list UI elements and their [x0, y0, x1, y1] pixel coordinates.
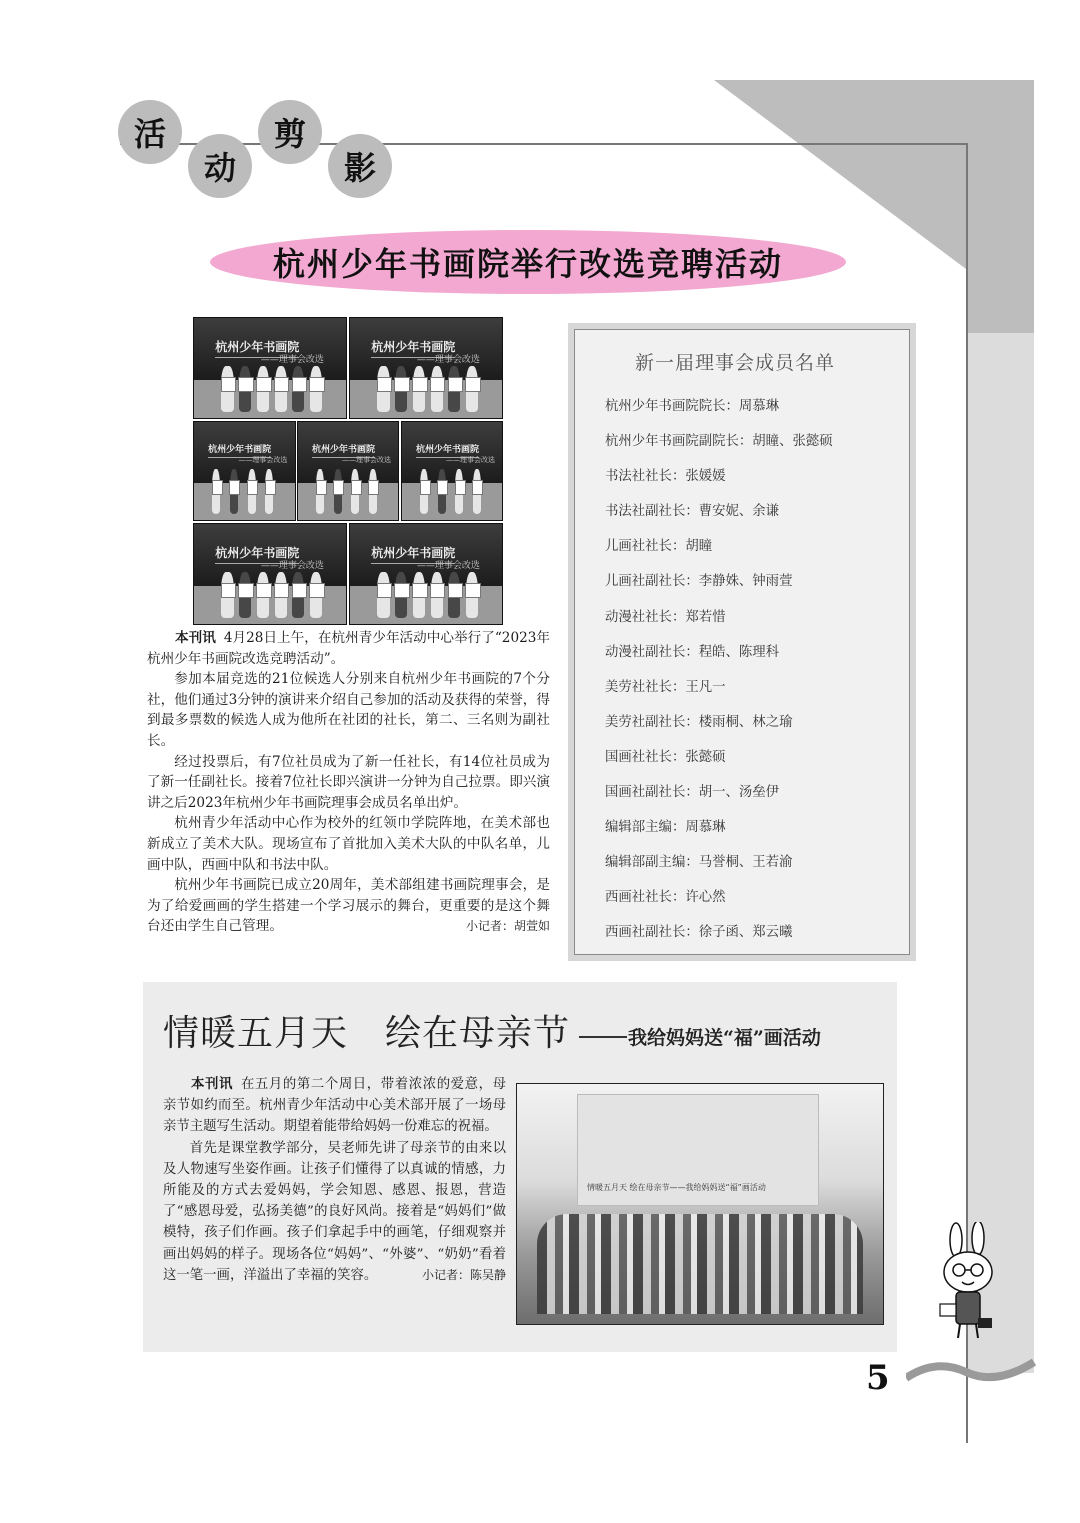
- member-list-item: 书法社副社长：曹安妮、余谦: [605, 504, 780, 520]
- article-reporter: 小记者：胡萱如: [465, 919, 550, 934]
- page-frame-top-line: [120, 143, 968, 145]
- event-photo: [349, 317, 503, 419]
- member-list-item: 书法社社长：张媛媛: [605, 469, 726, 485]
- photo-sub-text: ——理事会改选: [260, 355, 324, 365]
- photo-sub-text: ——理事会改选: [416, 355, 480, 365]
- article-paragraph-2: 参加本届竞选的21位候选人分别来自杭州少年书画院的7个分社，他们通过3分钟的演讲来介绍自己参加的活动及获得的荣誉，得到最多票数的候选人成为他所在社团的社长，第二、三名则为副社长。: [147, 671, 550, 749]
- member-list-item: 杭州少年书画院副院长：胡瞳、张懿硕: [605, 434, 833, 450]
- subtitle-dash: [579, 1036, 627, 1038]
- photo-sub-text: ——理事会改选: [238, 456, 288, 465]
- header-char-4: 影: [328, 134, 392, 198]
- member-list-item: 编辑部主编：周慕琳: [605, 820, 726, 836]
- member-list-item: 儿画社社长：胡瞳: [605, 539, 713, 555]
- mothers-day-reporter: 小记者：陈吴静: [421, 1267, 506, 1282]
- mothers-day-body: [163, 1074, 506, 1286]
- member-list-item: 美劳社副社长：楼雨桐、林之瑜: [605, 714, 793, 730]
- photo-sub-text: ——理事会改选: [416, 561, 480, 571]
- mothers-day-paragraph-2: 首先是课堂教学部分，吴老师先讲了母亲节的由来以及人物速写坐姿作画。让孩子们懂得了以真诚的情感，力所能及的方式去爱妈妈，学会知恩、感恩、报恩，营造了“感恩母爱，弘扬美德”的良好风尚。接着是“妈妈们”做模特，孩子们作画。孩子们拿起手中的画笔，仔细观察并画出妈妈的样子。现场各位“妈妈”、“外婆”、“奶奶”看着这一笔一画，洋溢出了幸福的笑容。: [163, 1140, 506, 1283]
- member-list-item: 国画社社长：张懿硕: [605, 749, 726, 765]
- member-list-box: [568, 323, 916, 961]
- photo-crowd: [537, 1214, 863, 1314]
- article-paragraph-4: 杭州青少年活动中心作为校外的红领巾学院阵地，在美术部也新成立了美术大队。现场宣布了首批加入美术大队的中队名单，儿画中队，西画中队和书法中队。: [147, 815, 550, 873]
- header-char-2: 动: [188, 134, 252, 198]
- page-wave-decoration: [906, 1352, 1036, 1392]
- member-list-item: 杭州少年书画院院长：周慕琳: [605, 399, 780, 414]
- event-photo: [297, 421, 399, 521]
- article-body: [147, 628, 550, 937]
- member-list-item: 儿画社副社长：李静姝、钟雨萱: [605, 574, 793, 590]
- event-photo: [349, 523, 503, 625]
- member-list: [605, 389, 909, 951]
- mothers-day-title: 情暖五月天 绘在母亲节: [163, 1013, 571, 1054]
- photo-sign-text: 杭州少年书画院: [208, 442, 271, 458]
- member-list-item: 动漫社副社长：程皓、陈理科: [605, 644, 780, 660]
- photo-sign-text: 杭州少年书画院: [215, 338, 299, 358]
- member-list-item: 国画社副社长：胡一、汤垒伊: [605, 785, 780, 801]
- event-photo: [193, 317, 347, 419]
- photo-sign-text: 杭州少年书画院: [371, 338, 455, 358]
- event-photo: [193, 523, 347, 625]
- mothers-day-subtitle: 我给妈妈送“福”画活动: [628, 1027, 821, 1049]
- photo-sub-text: ——理事会改选: [342, 456, 391, 465]
- mothers-day-lead-tag: 本刊讯: [191, 1077, 233, 1092]
- mothers-day-paragraph-1: 在五月的第二个周日，带着浓浓的爱意，母亲节如约而至。杭州青少年活动中心美术部开展了一场母亲节主题写生活动。期望着能带给妈妈一份难忘的祝福。: [163, 1077, 507, 1135]
- member-list-title: 新一届理事会成员名单: [635, 352, 836, 374]
- page-number: 5: [866, 1358, 890, 1398]
- photo-sign-text: 杭州少年书画院: [215, 544, 299, 564]
- event-photo: [193, 421, 296, 521]
- rabbit-mascot-icon: [928, 1222, 1008, 1342]
- member-list-item: 编辑部副主编：马誉桐、王若渝: [605, 855, 793, 871]
- event-photo: [401, 421, 503, 521]
- article-title-banner: 杭州少年书画院举行改选竞聘活动: [210, 230, 846, 294]
- header-char-3: 剪: [258, 100, 322, 164]
- member-list-item: 西画社副社长：徐子函、郑云曦: [605, 925, 793, 941]
- member-list-item: 美劳社社长：王凡一: [605, 679, 726, 695]
- photo-banner-text: 情暖五月天 绘在母亲节——我给妈妈送“福”画活动: [587, 1183, 766, 1192]
- article-lead-tag: 本刊讯: [175, 630, 216, 646]
- photo-sub-text: ——理事会改选: [260, 561, 324, 571]
- article-paragraph-1: 4月28日上午，在杭州青少年活动中心举行了“2023年杭州少年书画院改选竞聘活动”。: [147, 630, 550, 667]
- header-char-1: 活: [118, 100, 182, 164]
- photo-sub-text: ——理事会改选: [446, 456, 495, 465]
- group-photo: [516, 1083, 884, 1325]
- member-list-item: 动漫社社长：郑若惜: [605, 609, 726, 625]
- photo-sign-text: 杭州少年书画院: [312, 442, 375, 458]
- member-list-item: 西画社社长：许心然: [605, 890, 726, 906]
- photo-sign-text: 杭州少年书画院: [416, 442, 479, 458]
- article-paragraph-3: 经过投票后，有7位社员成为了新一任社长，有14位社员成为了新一任副社长。接着7位社长即兴演讲一分钟为自己拉票。即兴演讲之后2023年杭州少年书画院理事会成员名单出炉。: [147, 753, 550, 811]
- article-paragraph-5: 杭州少年书画院已成立20周年，美术部组建书画院理事会，是为了给爱画画的学生搭建一个学习展示的舞台，更重要的是这个舞台还由学生自己管理。: [147, 877, 550, 935]
- photo-sign-text: 杭州少年书画院: [371, 544, 455, 564]
